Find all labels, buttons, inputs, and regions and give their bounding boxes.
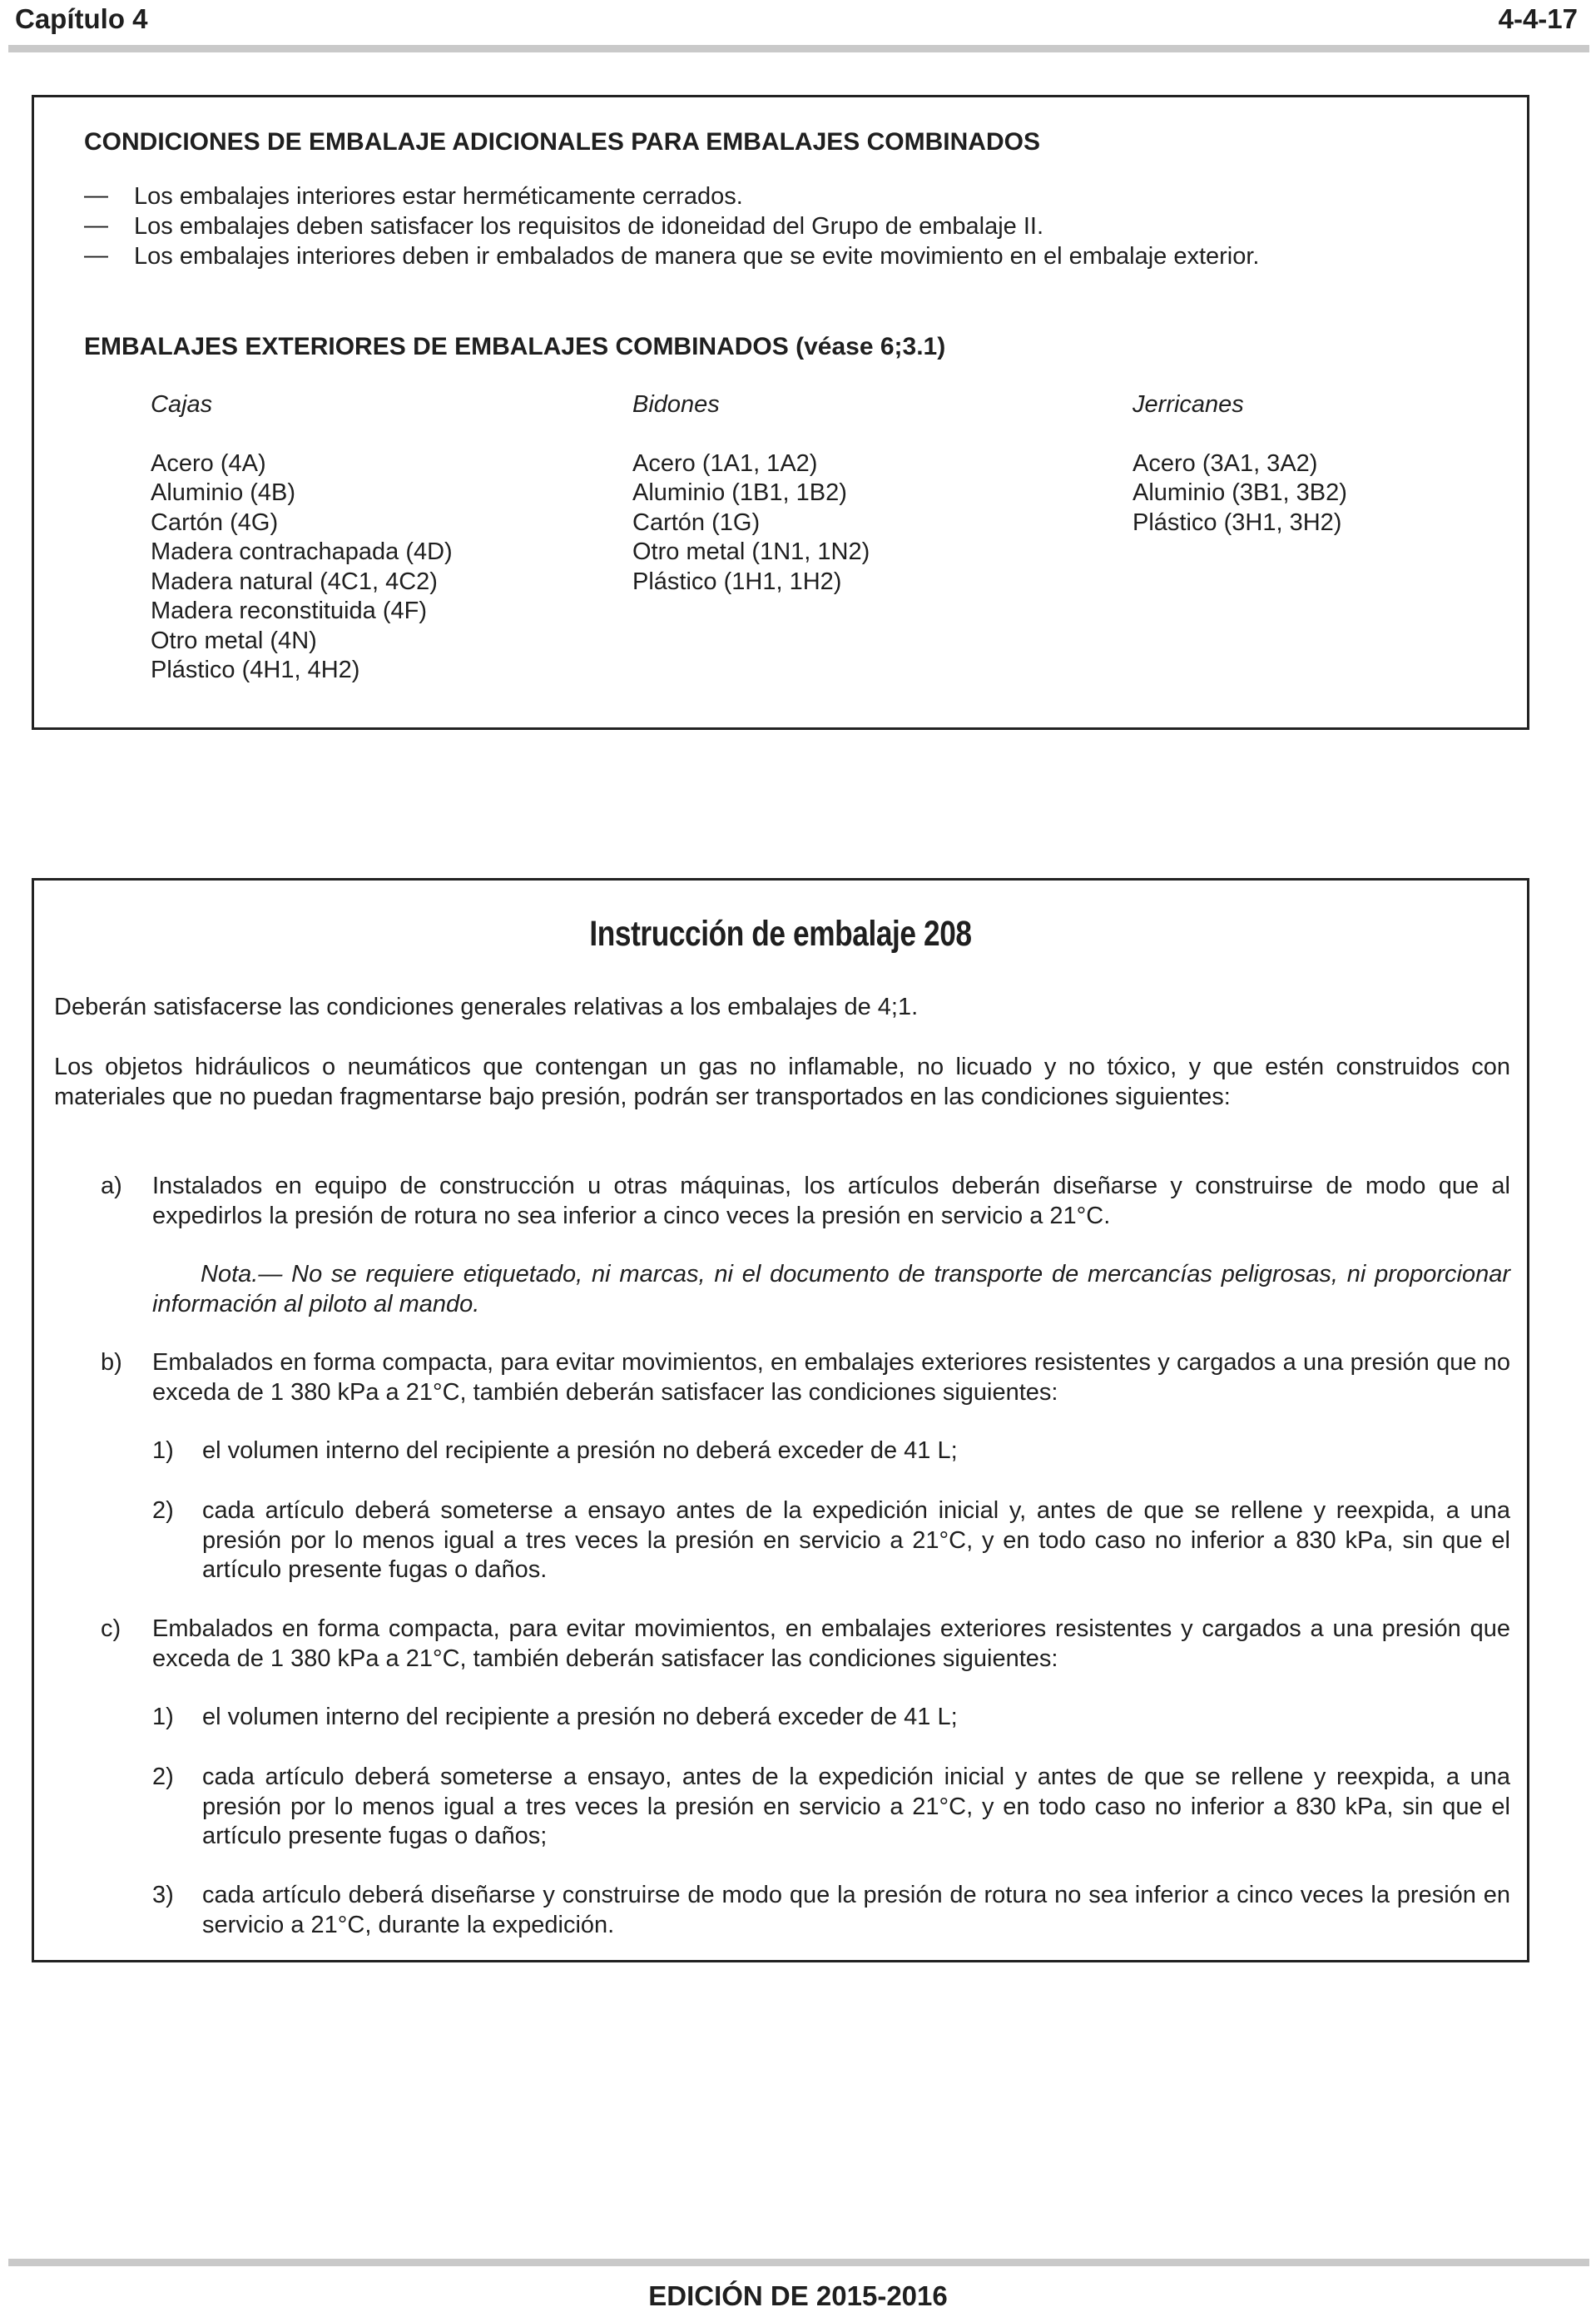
item-marker: c) (101, 1615, 121, 1642)
edition-footer: EDICIÓN DE 2015-2016 (648, 2280, 948, 2311)
column-title: Cajas (151, 391, 213, 418)
bullet-dash: — (84, 242, 108, 269)
bullet-item: Los embalajes interiores deben ir embalados de manera que se evite movimiento en el embalaje exterior. (134, 243, 1260, 270)
column-item: Madera contrachapada (4D) (151, 538, 453, 565)
subitem-text: cada artículo deberá diseñarse y construirse de modo que la presión de rotura no sea inferior a cinco veces la presión en servicio a 21°C, durante la expedición. (202, 1882, 1510, 1938)
item-a-text: Instalados en equipo de construcción u otras máquinas, los artículos deberán diseñarse y construirse de modo que al expedirlos la presión de rotura no sea inferior a cinco veces la presión en servicio a 21°C. (152, 1173, 1510, 1229)
note-label: Nota.— (201, 1261, 283, 1287)
subitem-text: el volumen interno del recipiente a presión no deberá exceder de 41 L; (202, 1437, 958, 1464)
column-title: Jerricanes (1133, 391, 1244, 418)
packing-instruction-208-box (32, 878, 1529, 1962)
subitem-marker: 3) (152, 1882, 174, 1908)
subitem-text: cada artículo deberá someterse a ensayo, antes de la expedición inicial y antes de que se rellene y reexpida, a una presión por lo menos igual a tres veces la presión en servicio a 21°C, y en todo caso no inferior a 830 kPa, sin que el artículo presente fugas o daños; (202, 1764, 1510, 1849)
column-bidones (632, 390, 870, 597)
instruction-title: Instrucción de embalaje 208 (589, 914, 972, 954)
subitem-marker: 2) (152, 1497, 174, 1524)
item-marker: b) (101, 1349, 122, 1376)
column-item: Acero (3A1, 3A2) (1133, 449, 1318, 477)
column-item: Aluminio (4B) (151, 479, 296, 506)
box1-subheading: EMBALAJES EXTERIORES DE EMBALAJES COMBINADOS (véase 6;3.1) (84, 333, 946, 360)
item-marker: a) (101, 1173, 122, 1199)
header-rule (8, 45, 1589, 52)
paragraph-general: Deberán satisfacerse las condiciones generales relativas a los embalajes de 4;1. (54, 994, 919, 1020)
paragraph-intro: Los objetos hidráulicos o neumáticos que contengan un gas no inflamable, no licuado y no tóxico, y que estén construidos con materiales que no puedan fragmentarse bajo presión, podrán ser transportados en las condiciones siguientes: (54, 1054, 1510, 1110)
footer-rule (8, 2259, 1589, 2266)
item-a-note (152, 1260, 1510, 1319)
bullet-dash: — (84, 182, 108, 209)
column-item: Otro metal (1N1, 1N2) (632, 538, 870, 565)
column-item: Aluminio (3B1, 3B2) (1133, 479, 1347, 506)
column-item: Madera reconstituida (4F) (151, 598, 428, 624)
column-item: Madera natural (4C1, 4C2) (151, 568, 438, 595)
subitem-text: cada artículo deberá someterse a ensayo antes de la expedición inicial y, antes de que se rellene y reexpida, a una presión por lo menos igual a tres veces la presión en servicio a 21°C, y en todo caso no inferior a 830 kPa, sin que el artículo presente fugas o daños. (202, 1497, 1510, 1583)
column-item: Otro metal (4N) (151, 627, 317, 654)
column-jerricanes (1133, 390, 1347, 538)
column-item: Cartón (1G) (632, 509, 761, 536)
bullet-item: Los embalajes interiores estar herméticamente cerrados. (134, 183, 743, 210)
page-number: 4-4-17 (1498, 3, 1578, 34)
column-item: Plástico (3H1, 3H2) (1133, 509, 1342, 536)
subitem-marker: 1) (152, 1437, 174, 1464)
box1-heading: CONDICIONES DE EMBALAJE ADICIONALES PARA EMBALAJES COMBINADOS (84, 128, 1040, 156)
bullet-dash: — (84, 212, 108, 239)
column-cajas (151, 390, 453, 686)
subitem-text: el volumen interno del recipiente a presión no deberá exceder de 41 L; (202, 1704, 958, 1730)
column-item: Cartón (4G) (151, 509, 279, 536)
column-item: Plástico (4H1, 4H2) (151, 657, 360, 683)
column-item: Aluminio (1B1, 1B2) (632, 479, 847, 506)
column-item: Acero (1A1, 1A2) (632, 449, 818, 477)
column-item: Plástico (1H1, 1H2) (632, 568, 842, 595)
combined-packaging-box (32, 95, 1529, 730)
bullet-item: Los embalajes deben satisfacer los requisitos de idoneidad del Grupo de embalaje II. (134, 213, 1044, 240)
note-text: No se requiere etiquetado, ni marcas, ni el documento de transporte de mercancías peligrosas, ni proporcionar información al piloto al mando. (152, 1261, 1510, 1317)
column-title: Bidones (632, 391, 720, 418)
item-c-text: Embalados en forma compacta, para evitar movimientos, en embalajes exteriores resistentes y cargados a una presión que exceda de 1 380 kPa a 21°C, también deberán satisfacer las condiciones siguientes: (152, 1615, 1510, 1672)
item-b-text: Embalados en forma compacta, para evitar movimientos, en embalajes exteriores resistentes y cargados a una presión que no exceda de 1 380 kPa a 21°C, también deberán satisfacer las condiciones siguientes: (152, 1349, 1510, 1406)
chapter-label: Capítulo 4 (15, 3, 148, 34)
subitem-marker: 2) (152, 1764, 174, 1790)
column-item: Acero (4A) (151, 449, 266, 477)
subitem-marker: 1) (152, 1704, 174, 1730)
